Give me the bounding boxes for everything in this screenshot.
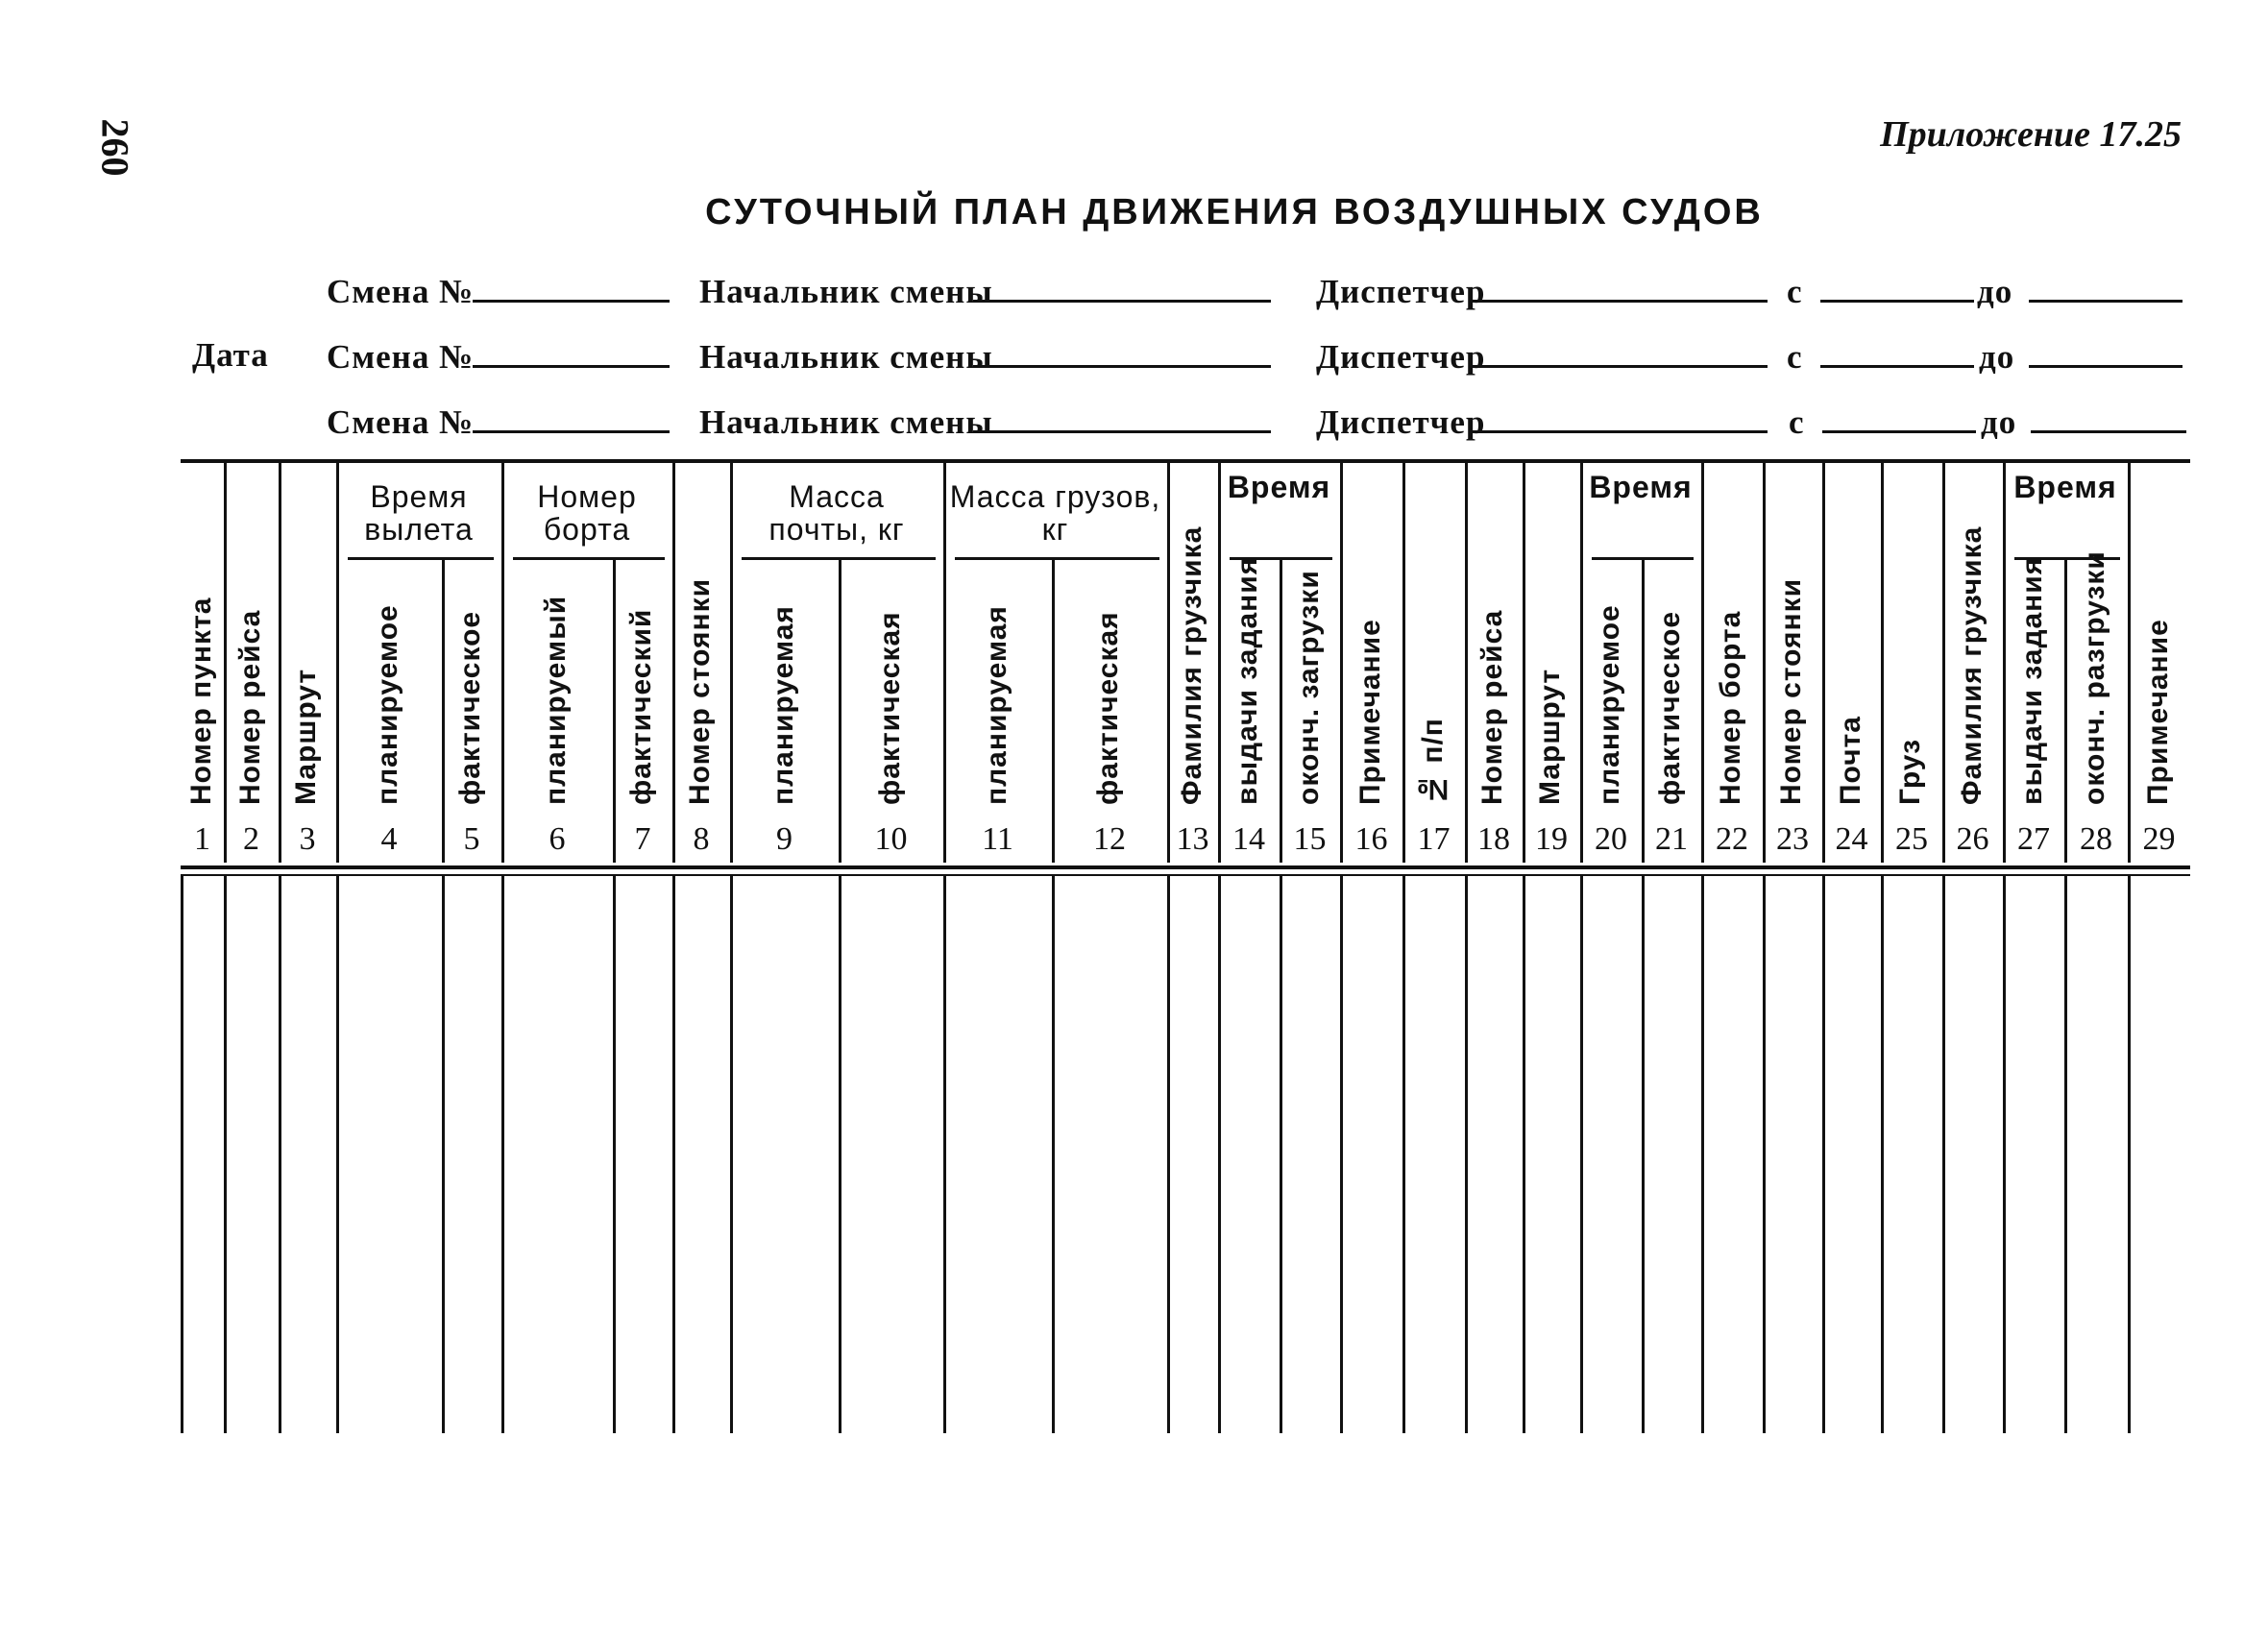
column-header: выдачи задания <box>2016 556 2048 805</box>
body-column-divider <box>613 874 616 1433</box>
column-header: выдачи задания <box>1232 556 1263 805</box>
column-number: 18 <box>1477 821 1510 857</box>
column-group-rule <box>955 557 1159 560</box>
column-header: Номер рейса <box>1476 609 1508 805</box>
column-header: фактический <box>625 608 657 805</box>
body-column-divider <box>1763 874 1766 1433</box>
column-group-rule <box>348 557 494 560</box>
body-column-divider <box>1052 874 1055 1433</box>
column-number: 25 <box>1895 821 1928 857</box>
from-label: с <box>1787 273 1803 310</box>
column-header: фактическая <box>1092 611 1124 805</box>
column-divider <box>1523 463 1525 863</box>
body-column-divider <box>1523 874 1525 1433</box>
shift-chief-label: Начальник смены <box>699 403 993 441</box>
body-column-divider <box>224 874 227 1433</box>
column-number: 22 <box>1716 821 1748 857</box>
column-number: 13 <box>1176 821 1209 857</box>
column-header: фактическая <box>873 611 906 805</box>
date-label: Дата <box>192 336 269 374</box>
column-group-rule <box>742 557 936 560</box>
body-column-divider <box>336 874 339 1433</box>
column-number: 12 <box>1093 821 1126 857</box>
shift-number-label: Смена № <box>327 338 475 376</box>
body-column-divider <box>1881 874 1884 1433</box>
from-label: с <box>1789 403 1805 441</box>
column-header: Почта <box>1834 716 1866 805</box>
column-number: 14 <box>1232 821 1265 857</box>
shift-number-label: Смена № <box>327 403 475 441</box>
page-number: 260 <box>93 118 137 177</box>
column-divider <box>1280 557 1282 863</box>
column-divider <box>1402 463 1405 863</box>
table-top-rule <box>181 459 2190 463</box>
page-title: СУТОЧНЫЙ ПЛАН ДВИЖЕНИЯ ВОЗДУШНЫХ СУДОВ <box>705 192 1764 232</box>
body-column-divider <box>2064 874 2067 1433</box>
column-number: 1 <box>194 821 210 857</box>
body-column-divider <box>501 874 504 1433</box>
to-label: до <box>1977 273 2013 310</box>
column-divider <box>2128 463 2131 863</box>
column-number: 2 <box>243 821 259 857</box>
column-number: 27 <box>2017 821 2050 857</box>
column-header: планируемый <box>540 595 572 805</box>
body-column-divider <box>1465 874 1468 1433</box>
column-group-heading: Масса почты, кг <box>768 479 905 547</box>
column-header: Примечание <box>2141 619 2174 805</box>
column-number: 9 <box>776 821 793 857</box>
column-group-rule <box>1592 557 1694 560</box>
body-column-divider <box>1822 874 1825 1433</box>
shift-number-label: Смена № <box>327 273 475 310</box>
body-column-divider <box>442 874 445 1433</box>
column-divider <box>1822 463 1825 863</box>
column-group-heading: Время <box>1227 470 1331 504</box>
column-header: Номер стоянки <box>1775 577 1807 805</box>
table-body-top-rule <box>181 874 2190 876</box>
column-group-heading: Масса грузов, кг <box>949 479 1161 547</box>
body-column-divider <box>1642 874 1645 1433</box>
body-column-divider <box>672 874 675 1433</box>
column-group-heading: Время вылета <box>364 479 474 547</box>
column-divider <box>1881 463 1884 863</box>
column-number: 7 <box>634 821 651 857</box>
column-number: 8 <box>693 821 710 857</box>
column-divider <box>839 557 841 863</box>
column-header: Фамилия грузчика <box>1175 525 1207 805</box>
column-number: 3 <box>299 821 316 857</box>
column-header: Номер борта <box>1715 610 1746 805</box>
shift-chief-label: Начальник смены <box>699 338 993 376</box>
column-number: 15 <box>1293 821 1327 857</box>
dispatcher-label: Диспетчер <box>1316 273 1486 310</box>
column-divider <box>1642 557 1645 863</box>
body-column-divider <box>1167 874 1170 1433</box>
column-divider <box>1167 463 1170 863</box>
column-divider <box>613 557 616 863</box>
body-column-divider <box>279 874 281 1433</box>
body-column-divider <box>2128 874 2131 1433</box>
column-header: планируемое <box>372 604 403 805</box>
column-number: 29 <box>2142 821 2176 857</box>
column-divider <box>943 463 946 863</box>
column-divider <box>1218 463 1221 863</box>
column-number: 24 <box>1835 821 1868 857</box>
body-column-divider <box>730 874 733 1433</box>
column-number: 6 <box>549 821 566 857</box>
column-header: фактическое <box>454 610 486 805</box>
column-number: 19 <box>1535 821 1568 857</box>
column-number: 11 <box>982 821 1013 857</box>
column-header: планируемая <box>767 605 799 805</box>
column-divider <box>224 463 227 863</box>
appendix-label: Приложение 17.25 <box>1880 114 2182 155</box>
column-number: 16 <box>1354 821 1388 857</box>
column-header: № п/п <box>1416 718 1449 805</box>
column-divider <box>1701 463 1704 863</box>
column-group-rule <box>513 557 665 560</box>
table-header-bottom-rule <box>181 865 2190 869</box>
body-column-divider <box>1942 874 1945 1433</box>
column-number: 23 <box>1776 821 1809 857</box>
column-number: 26 <box>1956 821 1989 857</box>
from-label: с <box>1787 338 1803 376</box>
column-divider <box>1465 463 1468 863</box>
column-divider <box>672 463 675 863</box>
column-header: Маршрут <box>290 668 322 805</box>
body-column-divider <box>1402 874 1405 1433</box>
column-number: 10 <box>874 821 908 857</box>
body-column-divider <box>1340 874 1343 1433</box>
column-divider <box>501 463 504 863</box>
column-group-heading: Номер борта <box>537 479 637 547</box>
column-divider <box>336 463 339 863</box>
body-column-divider <box>1280 874 1282 1433</box>
column-divider <box>1580 463 1583 863</box>
column-header: планируемое <box>1594 604 1625 805</box>
body-column-divider <box>839 874 841 1433</box>
column-divider <box>1340 463 1343 863</box>
column-header: Фамилия грузчика <box>1955 525 1988 805</box>
column-header: Маршрут <box>1534 668 1566 805</box>
shift-chief-label: Начальник смены <box>699 273 993 310</box>
to-label: до <box>1981 403 2017 441</box>
column-number: 17 <box>1417 821 1451 857</box>
column-divider <box>1052 557 1055 863</box>
column-number: 28 <box>2080 821 2112 857</box>
body-column-divider <box>943 874 946 1433</box>
column-header: фактическое <box>1654 610 1686 805</box>
column-number: 21 <box>1655 821 1688 857</box>
column-group-heading: Время <box>1589 470 1693 504</box>
column-divider <box>1763 463 1766 863</box>
column-header: оконч. загрузки <box>1292 570 1325 805</box>
column-header: планируемая <box>980 605 1012 805</box>
column-header: оконч. разгрузки <box>2079 550 2110 805</box>
column-divider <box>1942 463 1945 863</box>
column-group-heading: Время <box>2013 470 2117 504</box>
dispatcher-label: Диспетчер <box>1316 338 1486 376</box>
body-column-divider <box>181 874 183 1433</box>
dispatcher-label: Диспетчер <box>1316 403 1486 441</box>
column-header: Номер рейса <box>233 609 266 805</box>
column-header: Номер пункта <box>184 597 217 805</box>
column-divider <box>442 557 445 863</box>
column-number: 5 <box>463 821 480 857</box>
body-column-divider <box>1580 874 1583 1433</box>
column-divider <box>279 463 281 863</box>
column-number: 20 <box>1595 821 1627 857</box>
body-column-divider <box>1701 874 1704 1433</box>
column-divider <box>2003 463 2006 863</box>
body-column-divider <box>1218 874 1221 1433</box>
body-column-divider <box>2003 874 2006 1433</box>
column-divider <box>730 463 733 863</box>
column-header: Груз <box>1894 739 1926 805</box>
column-header: Номер стоянки <box>684 577 716 805</box>
to-label: до <box>1979 338 2015 376</box>
column-number: 4 <box>380 821 398 857</box>
column-header: Примечание <box>1353 619 1386 805</box>
column-divider <box>2064 557 2067 863</box>
